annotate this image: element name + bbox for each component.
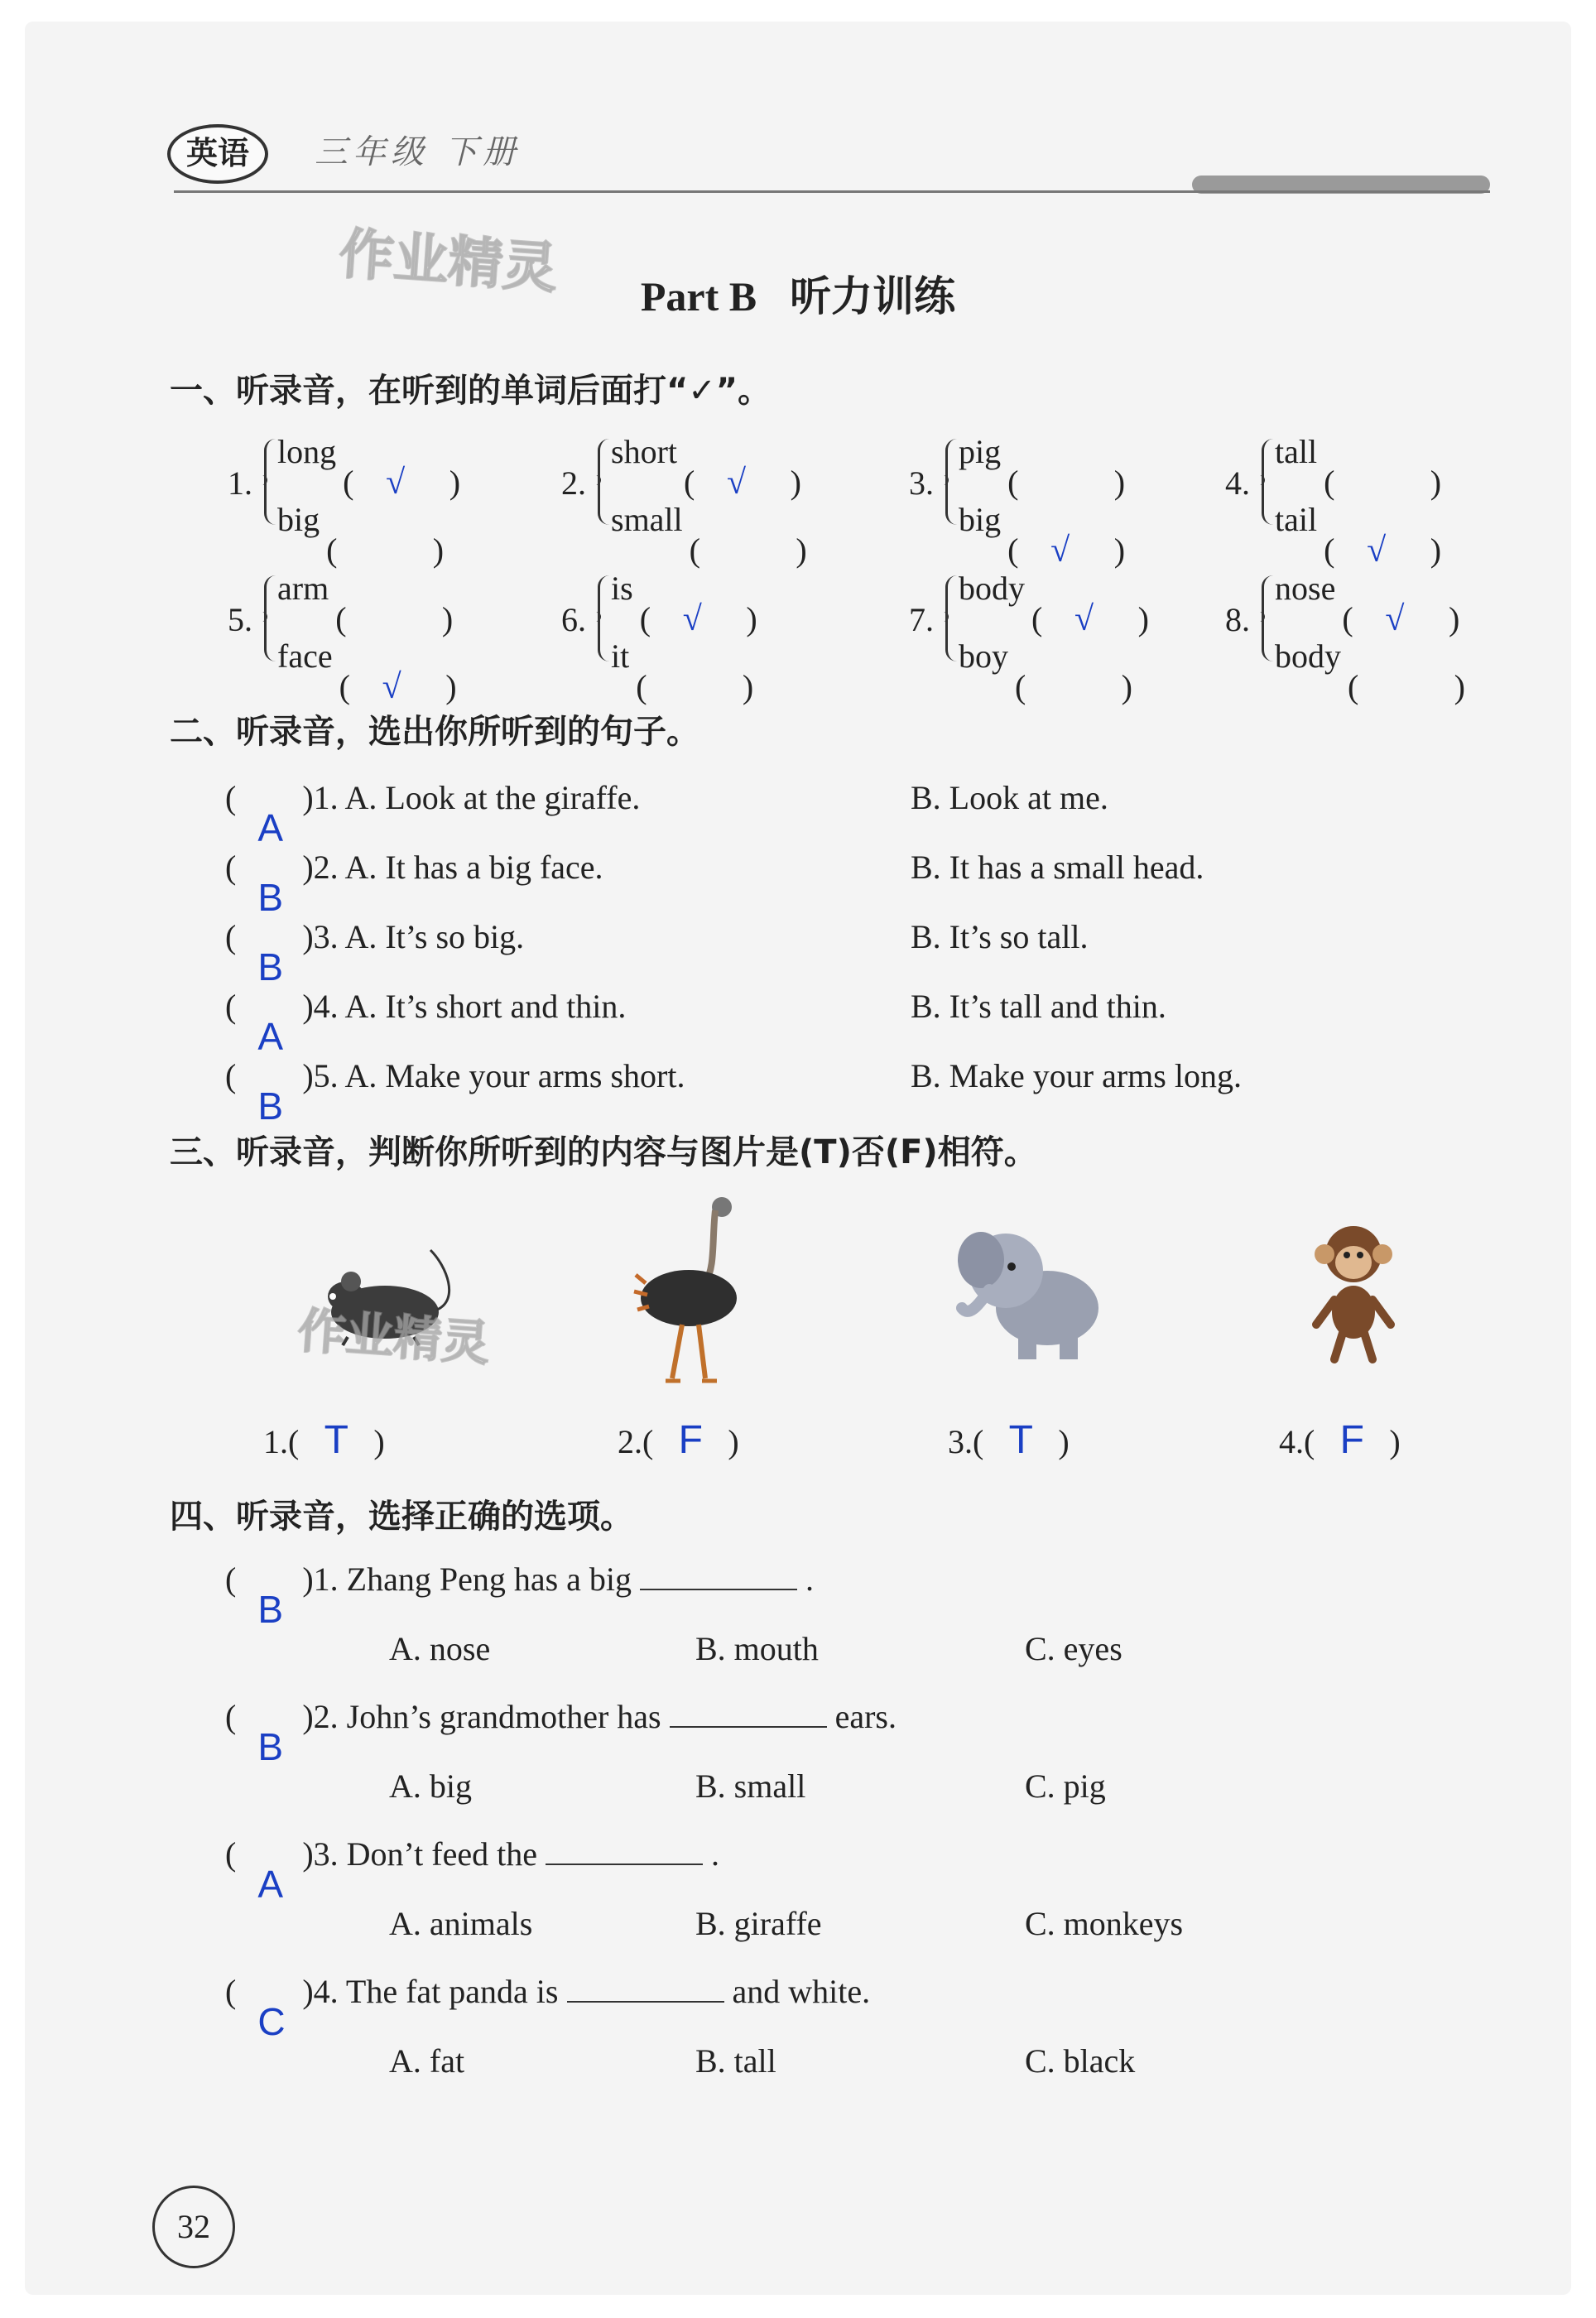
word: arm (277, 570, 329, 607)
option-a: )3. A. It’s so big. (302, 918, 525, 955)
fill-blank-question: ( A )3. Don’t feed the . (225, 1835, 719, 1906)
tf-mark[interactable]: T (324, 1418, 349, 1462)
option-a: )4. A. It’s short and thin. (302, 988, 627, 1025)
word: big (277, 501, 320, 538)
group-number: 3. (909, 464, 934, 502)
blank-line (567, 1976, 724, 2003)
group-number: 4. (1225, 464, 1250, 502)
answer-letter[interactable]: A (257, 1863, 284, 1906)
word: tail (1275, 501, 1318, 538)
word: is (611, 570, 633, 607)
answer-letter[interactable]: B (257, 876, 284, 919)
true-false-answer: 4.( F ) (1279, 1418, 1401, 1462)
answer-mark[interactable]: √ (1050, 531, 1070, 570)
section3-title: 三、听录音，判断你所听到的内容与图片是(T)否(F)相符。 (170, 1133, 1037, 1171)
sentence-choice-row: ( B )2. A. It has a big face. (225, 849, 603, 919)
option-b: B. It’s tall and thin. (911, 988, 1166, 1025)
answer-option: C. monkeys (1025, 1905, 1184, 1942)
section2-title: 二、听录音，选出你所听到的句子。 (170, 713, 699, 751)
word: body (959, 570, 1025, 607)
sentence-choice-row: ( B )5. A. Make your arms short. (225, 1057, 685, 1128)
word: nose (1275, 570, 1336, 607)
answer-mark[interactable]: √ (1367, 531, 1387, 570)
word: body (1275, 637, 1341, 675)
group-number: 7. (909, 601, 934, 638)
answer-option: A. nose (389, 1630, 491, 1667)
word-choice-group: 7. body ( √ ) boy ( ) (909, 570, 1149, 705)
answer-letter[interactable]: A (257, 806, 284, 849)
answer-mark[interactable]: √ (682, 600, 702, 638)
fill-blank-question: ( C )4. The fat panda is and white. (225, 1973, 871, 2043)
monkey-icon (1291, 1217, 1416, 1366)
option-b: B. Make your arms long. (911, 1057, 1242, 1094)
answer-letter[interactable]: C (257, 2000, 286, 2043)
true-false-answer: 2.( F ) (618, 1418, 739, 1462)
part-title: Part B 听力训练 (640, 272, 956, 320)
answer-option: A. animals (389, 1905, 533, 1942)
option-b: B. It has a small head. (911, 849, 1204, 886)
answer-option: A. big (389, 1767, 472, 1805)
answer-option: B. mouth (695, 1630, 819, 1667)
section1-title: 一、听录音，在听到的单词后面打“✓”。 (170, 372, 772, 410)
option-a: )5. A. Make your arms short. (302, 1057, 685, 1094)
word-choice-group: 1. long ( √ ) big ( ) (228, 433, 461, 569)
blank-line (670, 1701, 827, 1728)
answer-letter[interactable]: B (257, 1084, 284, 1128)
subject-badge: 英语 (167, 124, 268, 184)
fill-blank-question: ( B )1. Zhang Peng has a big . (225, 1561, 815, 1631)
answer-letter[interactable]: B (257, 1588, 284, 1631)
answer-option: B. tall (695, 2042, 776, 2080)
answer-option: B. giraffe (695, 1905, 822, 1942)
answer-option: C. black (1025, 2042, 1136, 2080)
option-a: )2. A. It has a big face. (302, 849, 603, 886)
answer-mark[interactable]: √ (1385, 600, 1405, 638)
word: long (277, 433, 337, 470)
ostrich-icon (623, 1192, 763, 1391)
word-choice-group: 2. short ( √ ) small ( ) (561, 433, 807, 569)
grade-label: 三年级 下册 (315, 133, 521, 171)
answer-mark[interactable]: √ (382, 668, 401, 706)
group-number: 8. (1225, 601, 1250, 638)
blank-line (546, 1839, 703, 1865)
tf-mark[interactable]: F (1339, 1418, 1364, 1462)
fill-blank-question: ( B )2. John’s grandmother has ears. (225, 1698, 897, 1768)
answer-option: C. eyes (1025, 1630, 1122, 1667)
option-a: )1. A. Look at the giraffe. (302, 779, 641, 816)
word-choice-group: 4. tall ( ) tail ( √ ) (1225, 433, 1442, 570)
page-number: 32 (152, 2186, 235, 2268)
word-choice-group: 6. is ( √ ) it ( ) (561, 570, 757, 705)
word: it (611, 637, 630, 675)
group-number: 5. (228, 601, 252, 638)
answer-option: B. small (695, 1767, 806, 1805)
answer-mark[interactable]: √ (386, 464, 406, 502)
answer-letter[interactable]: B (257, 945, 284, 988)
group-number: 2. (561, 464, 586, 502)
option-b: B. It’s so tall. (911, 918, 1089, 955)
elephant-icon (952, 1217, 1109, 1366)
word: pig (959, 433, 1002, 470)
answer-letter[interactable]: A (257, 1015, 284, 1058)
answer-mark[interactable]: √ (727, 464, 747, 502)
word: face (277, 637, 333, 675)
word: big (959, 501, 1002, 538)
answer-option: A. fat (389, 2042, 465, 2080)
word-choice-group: 3. pig ( ) big ( √ ) (909, 433, 1126, 570)
true-false-answer: 3.( T ) (948, 1418, 1070, 1462)
watermark: 作业精灵 (337, 221, 560, 301)
word-choice-group: 8. nose ( √ ) body ( ) (1225, 570, 1465, 705)
tf-mark[interactable]: F (678, 1418, 703, 1462)
sentence-choice-row: ( B )3. A. It’s so big. (225, 918, 525, 988)
word: boy (959, 637, 1008, 675)
tf-mark[interactable]: T (1008, 1418, 1033, 1462)
word: tall (1275, 433, 1318, 470)
blank-line (640, 1564, 797, 1590)
sentence-choice-row: ( A )1. A. Look at the giraffe. (225, 779, 641, 849)
answer-option: C. pig (1025, 1767, 1106, 1805)
word-choice-group: 5. arm ( ) face ( √ ) (228, 570, 457, 706)
group-number: 6. (561, 601, 586, 638)
group-number: 1. (228, 464, 252, 502)
section4-title: 四、听录音，选择正确的选项。 (170, 1498, 633, 1536)
sentence-choice-row: ( A )4. A. It’s short and thin. (225, 988, 627, 1058)
option-b: B. Look at me. (911, 779, 1108, 816)
header-rule (174, 190, 1490, 193)
answer-letter[interactable]: B (257, 1725, 284, 1768)
word: short (611, 433, 677, 470)
word: small (611, 501, 683, 538)
true-false-answer: 1.( T ) (263, 1418, 385, 1462)
answer-mark[interactable]: √ (1074, 600, 1094, 638)
watermark-2: 作业精灵 (296, 1301, 492, 1372)
